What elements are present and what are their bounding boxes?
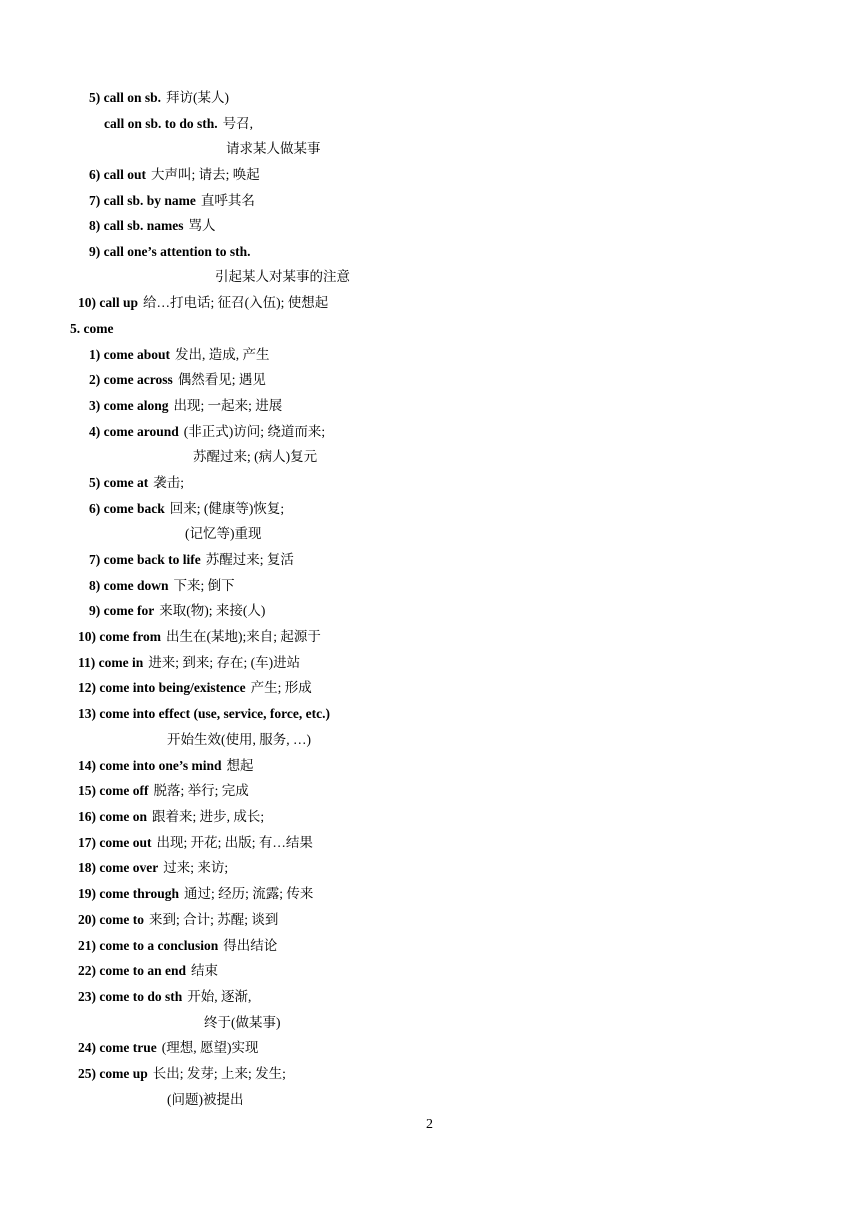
entry-term: 19) come through	[78, 886, 179, 901]
entry-continuation	[204, 1014, 281, 1032]
entry-come-from	[78, 628, 321, 646]
entry-call-up	[78, 294, 328, 312]
entry-definition: 大声叫; 请去; 唤起	[151, 167, 260, 182]
entry-continuation	[193, 448, 317, 466]
entry-term: 22) come to an end	[78, 963, 186, 978]
entry-definition: 发出, 造成, 产生	[175, 347, 270, 362]
entry-term: 10) come from	[78, 629, 161, 644]
entry-definition: 引起某人对某事的注意	[215, 269, 350, 284]
entry-come-off	[78, 782, 249, 800]
entry-call-out	[89, 166, 260, 184]
entry-continuation	[226, 140, 321, 158]
entry-definition: (理想, 愿望)实现	[161, 1040, 259, 1055]
entry-come-out	[78, 834, 313, 852]
entry-come-in	[78, 654, 300, 672]
entry-definition: 苏醒过来; (病人)复元	[193, 449, 318, 464]
entry-continuation	[215, 268, 350, 286]
entry-definition: 跟着来; 进步, 成长;	[151, 809, 265, 824]
entry-term: 9) come for	[89, 603, 155, 618]
entry-term: 3) come along	[89, 398, 169, 413]
entry-definition: 给…打电话; 征召(入伍); 使想起	[143, 295, 329, 310]
entry-term: 10) call up	[78, 295, 139, 310]
entry-call-ones-attention	[89, 243, 251, 261]
entry-term: 1) come about	[89, 347, 170, 362]
entry-come-true	[78, 1039, 258, 1057]
entry-term: 25) come up	[78, 1066, 148, 1081]
entry-definition: 苏醒过来; 复活	[205, 552, 294, 567]
entry-come-around	[89, 423, 325, 441]
entry-term: 6) call out	[89, 167, 146, 182]
entry-definition: 结束	[191, 963, 218, 978]
entry-definition: 产生; 形成	[250, 680, 312, 695]
entry-come-on	[78, 808, 264, 826]
entry-definition: (问题)被提出	[167, 1092, 244, 1107]
entry-term: 24) come true	[78, 1040, 157, 1055]
entry-definition: 直呼其名	[200, 193, 255, 208]
entry-term: 14) come into one’s mind	[78, 758, 222, 773]
entry-term: 21) come to a conclusion	[78, 938, 219, 953]
entry-term: 4) come around	[89, 424, 179, 439]
entry-term: 23) come to do sth	[78, 989, 183, 1004]
entry-come-about	[89, 346, 270, 364]
entry-come-across	[89, 371, 266, 389]
entry-definition: 来到; 合计; 苏醒; 谈到	[148, 912, 279, 927]
entry-definition: 出生在(某地);来自; 起源于	[165, 629, 321, 644]
entry-definition: 下来; 倒下	[173, 578, 235, 593]
entry-definition: 过来; 来访;	[163, 860, 229, 875]
entry-definition: 进来; 到来; 存在; (车)进站	[148, 655, 301, 670]
entry-come-into-being	[78, 679, 312, 697]
entry-come-for	[89, 602, 265, 620]
entry-definition: 骂人	[188, 218, 216, 233]
entry-term: 8) call sb. names	[89, 218, 184, 233]
entry-come-back	[89, 500, 284, 518]
entry-definition: 偶然看见; 遇见	[177, 372, 266, 387]
page-number: 2	[426, 1117, 433, 1132]
entry-term: 11) come in	[78, 655, 144, 670]
entry-definition: 号召,	[222, 116, 254, 131]
entry-come-to-a-conclusion	[78, 937, 277, 955]
entry-term: 17) come out	[78, 835, 152, 850]
entry-definition: 通过; 经历; 流露; 传来	[184, 886, 314, 901]
entry-definition: 袭击;	[153, 475, 184, 490]
entry-term: 5) call on sb.	[89, 90, 162, 105]
entry-definition: 出现; 开花; 出版; 有…结果	[156, 835, 313, 850]
entry-term: 2) come across	[89, 372, 173, 387]
entry-come-at	[89, 474, 184, 492]
entry-term: 13) come into effect (use, service, force, etc.)	[78, 706, 330, 721]
entry-definition: (记忆等)重现	[185, 526, 262, 541]
entry-come-to	[78, 911, 278, 929]
entry-continuation	[167, 731, 311, 749]
entry-call-on-sb	[89, 89, 229, 107]
entry-definition: 脱落; 举行; 完成	[153, 783, 249, 798]
entry-term: 9) call one’s attention to sth.	[89, 244, 251, 259]
entry-term: 20) come to	[78, 912, 144, 927]
entry-term: 15) come off	[78, 783, 149, 798]
entry-definition: (非正式)访问; 绕道而来;	[183, 424, 326, 439]
entry-continuation	[167, 1091, 244, 1109]
entry-come-down	[89, 577, 235, 595]
entry-come-into-ones-mind	[78, 757, 254, 775]
entry-definition: 开始生效(使用, 服务, …)	[167, 732, 311, 747]
entry-definition: 请求某人做某事	[226, 141, 321, 156]
entry-definition: 出现; 一起来; 进展	[173, 398, 283, 413]
entry-term: 7) come back to life	[89, 552, 201, 567]
entry-definition: 长出; 发芽; 上来; 发生;	[152, 1066, 286, 1081]
entry-come-up	[78, 1065, 286, 1083]
entry-call-sb-names	[89, 217, 216, 235]
entry-term: 7) call sb. by name	[89, 193, 196, 208]
entry-definition: 来取(物); 来接(人)	[159, 603, 266, 618]
entry-come-through	[78, 885, 313, 903]
entry-come-into-effect	[78, 705, 330, 723]
section-heading-come: 5. come	[70, 321, 114, 336]
entry-definition: 开始, 逐渐,	[187, 989, 252, 1004]
entry-term: 8) come down	[89, 578, 169, 593]
entry-call-on-sb-to-do-sth	[104, 115, 253, 133]
entry-definition: 想起	[226, 758, 254, 773]
entry-term: 12) come into being/existence	[78, 680, 246, 695]
entry-definition: 终于(做某事)	[204, 1015, 281, 1030]
entry-continuation	[185, 525, 262, 543]
entry-term: 18) come over	[78, 860, 159, 875]
entry-definition: 回来; (健康等)恢复;	[169, 501, 285, 516]
entry-come-along	[89, 397, 282, 415]
entry-term: 5) come at	[89, 475, 149, 490]
entry-definition: 得出结论	[223, 938, 278, 953]
entry-term: 6) come back	[89, 501, 165, 516]
entry-call-sb-by-name	[89, 192, 255, 210]
entry-come-to-do-sth	[78, 988, 251, 1006]
entry-term: 16) come on	[78, 809, 147, 824]
entry-come-back-to-life	[89, 551, 294, 569]
entry-term: call on sb. to do sth.	[104, 116, 218, 131]
entry-come-over	[78, 859, 228, 877]
entry-come-to-an-end	[78, 962, 218, 980]
entry-definition: 拜访(某人)	[166, 90, 230, 105]
